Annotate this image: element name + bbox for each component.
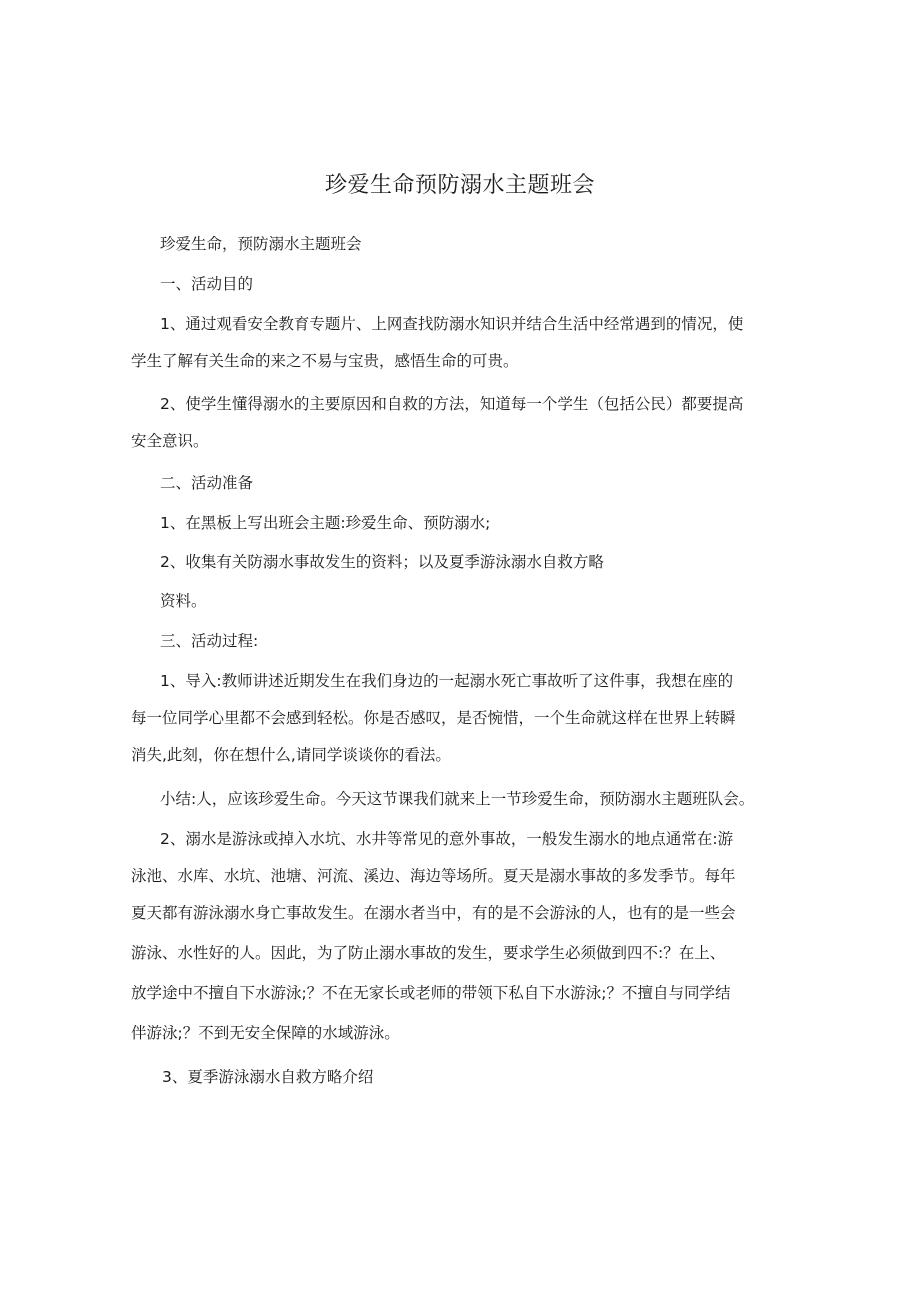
subtitle: 珍爱生命，预防溺水主题班会 <box>160 235 362 253</box>
section3-item1-line1: 1、导入:教师讲述近期发生在我们身边的一起溺水死亡事故听了这件事，我想在座的 <box>160 672 734 690</box>
section2-item1: 1、在黑板上写出班会主题:珍爱生命、预防溺水; <box>160 514 491 532</box>
document-title: 珍爱生命预防溺水主题班会 <box>324 173 595 198</box>
section1-item2-line2: 安全意识。 <box>131 432 209 450</box>
section3-item2-line2: 泳池、水库、水坑、池塘、河流、溪边、海边等场所。夏天是溺水事故的多发季节。每年 <box>131 867 736 885</box>
section3-item2-line4: 游泳、水性好的人。因此，为了防止溺水事故的发生，要求学生必须做到四不:？在上、 <box>131 944 726 962</box>
section1-item2-line1: 2、使学生懂得溺水的主要原因和自救的方法，知道每一个学生（包括公民）都要提高 <box>160 395 744 413</box>
section3-item1-line2: 每一位同学心里都不会感到轻松。你是否感叹，是否惋惜，一个生命就这样在世界上转瞬 <box>131 709 736 727</box>
section1-heading: 一、活动目的 <box>160 275 254 293</box>
section3-item2-line5: 放学途中不擅自下水游泳;？不在无家长或老师的带领下私自下水游泳;？不擅自与同学结 <box>131 984 731 1002</box>
section2-item2-continued: 资料。 <box>160 592 207 610</box>
section3-heading: 三、活动过程: <box>160 632 259 650</box>
section3-item2-line3: 夏天都有游泳溺水身亡事故发生。在溺水者当中，有的是不会游泳的人，也有的是一些会 <box>131 904 736 922</box>
section3-item1-line3: 消失,此刻，你在想什么,请同学谈谈你的看法。 <box>131 746 451 764</box>
section2-heading: 二、活动准备 <box>160 474 254 492</box>
section2-item2: 2、收集有关防溺水事故发生的资料；以及夏季游泳溺水自救方略 <box>160 553 604 571</box>
section3-item2-line1: 2、溺水是游泳或掉入水坑、水井等常见的意外事故，一般发生溺水的地点通常在:游 <box>160 830 734 848</box>
section3-item2-line6: 伴游泳;？不到无安全保障的水域游泳。 <box>131 1024 400 1042</box>
section1-item1-line2: 学生了解有关生命的来之不易与宝贵，感悟生命的可贵。 <box>131 352 519 370</box>
section3-item3: 3、夏季游泳溺水自救方略介绍 <box>162 1068 374 1086</box>
section1-item1-line1: 1、通过观看安全教育专题片、上网查找防溺水知识并结合生活中经常遇到的情况，使 <box>160 315 744 333</box>
section3-summary: 小结:人，应该珍爱生命。今天这节课我们就来上一节珍爱生命，预防溺水主题班队会。 <box>160 790 755 808</box>
